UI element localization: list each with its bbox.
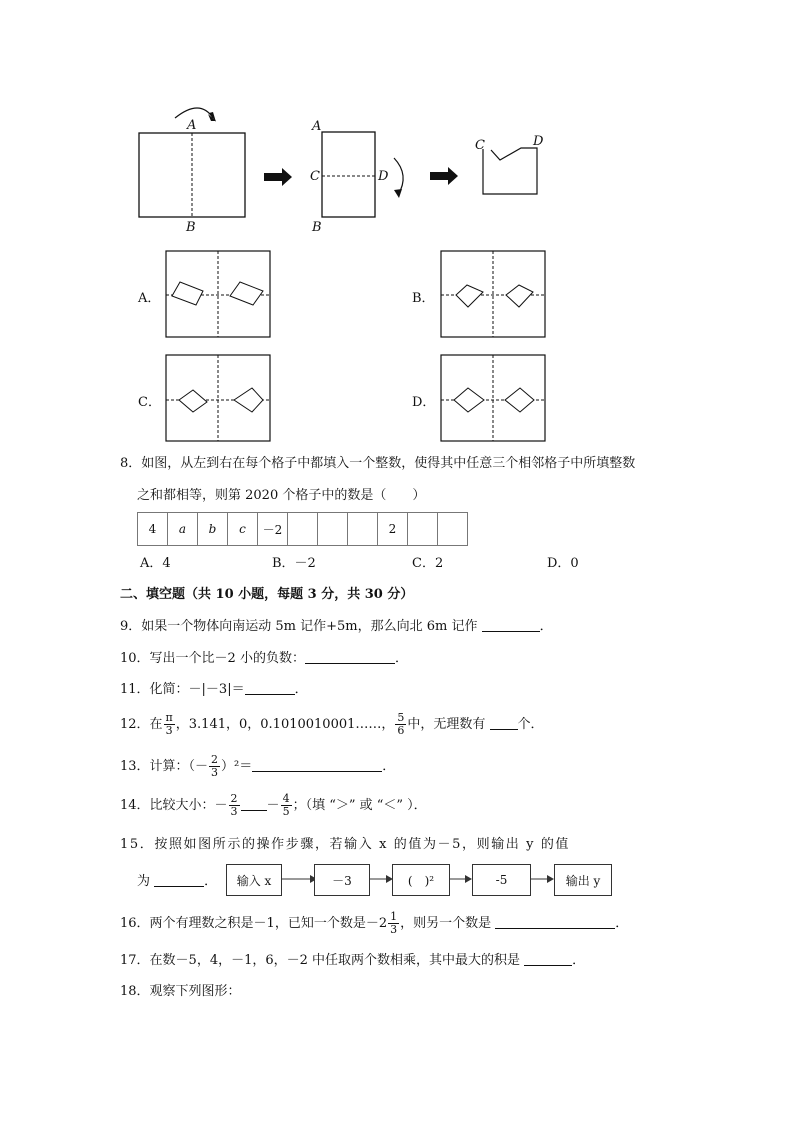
q10-text: 10．写出一个比－2 小的负数： (120, 651, 305, 666)
option-c-label[interactable]: C． (138, 395, 161, 410)
q17-answer-blank[interactable] (524, 951, 572, 966)
q9-text: 9．如果一个物体向南运动 5m 记作+5m，那么向北 6m 记作 (120, 619, 478, 634)
q10 (120, 649, 408, 668)
label-c-3: C (475, 138, 485, 153)
q9-answer-blank[interactable] (482, 617, 540, 632)
q16-pre: 16．两个有理数之积是－1，已知一个数是－2 (120, 916, 388, 931)
q12-pre: 12．在 (120, 717, 163, 732)
fold-figure (0, 0, 794, 240)
grid-cell: 4 (138, 513, 168, 546)
label-b-1: B (186, 220, 196, 235)
q13-pre: 13．计算：（－ (120, 759, 209, 774)
option-c-figure (166, 355, 270, 441)
q8-grid (137, 512, 468, 546)
q11 (120, 680, 308, 699)
q12-frac-pi (164, 712, 175, 737)
grid-cell (318, 513, 348, 546)
grid-cell: 2 (378, 513, 408, 546)
grid-cell: a (168, 513, 198, 546)
option-a-figure (166, 251, 270, 337)
q16-frac (388, 911, 399, 936)
q14-pre: 14．比较大小：－ (120, 798, 228, 813)
q15-line2-pre: 为 (137, 874, 151, 889)
q17-end: ． (572, 953, 586, 968)
q13-den: 3 (211, 766, 219, 779)
q10-end: ． (394, 651, 408, 666)
q10-answer-blank[interactable] (305, 649, 395, 664)
option-d-label[interactable]: D． (412, 395, 436, 410)
q15-line1: 15．按照如图所示的操作步骤，若输入 x 的值为－5，则输出 y 的值 (120, 837, 571, 852)
q17 (120, 951, 585, 970)
q16-end: ． (615, 916, 629, 931)
q14-d2: 5 (282, 805, 290, 818)
grid-cell: －2 (258, 513, 288, 546)
q16-num: 1 (390, 910, 398, 923)
q11-answer-blank[interactable] (245, 680, 295, 695)
q14 (120, 791, 427, 821)
q16-den: 3 (390, 923, 398, 936)
q12-pi-den: 3 (165, 724, 173, 737)
q12-mid: ，3.141，0，0.1010010001……， (175, 717, 395, 732)
q14-frac2 (281, 793, 292, 818)
q14-post: ；（填 “＞” 或 “＜” ）． (292, 798, 427, 813)
q12-post: 中，无理数有 (407, 717, 486, 732)
q14-mid: － (266, 798, 280, 813)
q8-choice-a[interactable]: A．4 (140, 556, 171, 571)
q13-post: ）²＝ (221, 759, 253, 774)
option-b-label[interactable]: B． (412, 291, 435, 306)
q13-answer-blank[interactable] (252, 757, 382, 772)
q13-num: 2 (211, 753, 219, 766)
q12 (120, 710, 544, 740)
q11-end: ． (294, 682, 308, 697)
q14-n2: 4 (282, 792, 290, 805)
q18-text: 18．观察下列图形： (120, 984, 241, 999)
q8-choice-d[interactable]: D．0 (547, 556, 579, 571)
q8-choice-b[interactable]: B．－2 (272, 556, 316, 571)
q13-frac (209, 754, 220, 779)
label-d-3: D (533, 134, 544, 149)
option-d-figure (441, 355, 545, 441)
option-b-figure (441, 251, 545, 337)
q14-answer-blank[interactable] (241, 796, 267, 811)
q15-line2-end: ． (204, 874, 218, 889)
flow-minus5-box: -5 (472, 864, 531, 896)
grid-cell (408, 513, 438, 546)
q17-text: 17．在数－5，4，－1，6，－2 中任取两个数相乘，其中最大的积是 (120, 953, 521, 968)
grid-cell: c (228, 513, 258, 546)
grid-cell (288, 513, 318, 546)
section2-heading: 二、填空题（共 10 小题，每题 3 分，共 30 分） (120, 587, 414, 602)
q16-answer-blank[interactable] (495, 914, 615, 929)
flow-input-box: 输入 x (226, 864, 282, 896)
q16 (120, 909, 628, 939)
grid-cell (438, 513, 468, 546)
q8-choice-c[interactable]: C．2 (412, 556, 444, 571)
option-figures (0, 240, 794, 450)
q16-post: ，则另一个数是 (400, 916, 492, 931)
flow-square-box: ( )² (392, 864, 450, 896)
q9 (120, 617, 553, 636)
q12-f-den: 6 (397, 724, 405, 737)
q12-f-num: 5 (397, 711, 405, 724)
label-a-1: A (187, 118, 197, 133)
q13 (120, 752, 395, 782)
q9-end: ． (539, 619, 553, 634)
label-c-2: C (310, 169, 320, 184)
flow-output-box: 输出 y (554, 864, 612, 896)
label-a-2: A (312, 119, 322, 134)
q8-line2: 之和都相等，则第 2020 个格子中的数是（ ） (137, 488, 426, 503)
option-a-label[interactable]: A． (138, 291, 161, 306)
q12-answer-blank[interactable] (490, 715, 518, 730)
q8-line1: 8．如图，从左到右在每个格子中都填入一个整数，使得其中任意三个相邻格子中所填整数 (120, 456, 636, 471)
q11-text: 11．化简：－|－3|＝ (120, 682, 245, 697)
grid-cell (348, 513, 378, 546)
q12-frac-56 (395, 712, 406, 737)
q14-frac1 (229, 793, 240, 818)
grid-cell: b (198, 513, 228, 546)
flow-minus3-box: －3 (314, 864, 370, 896)
q12-end: 个． (517, 717, 544, 732)
q14-d1: 3 (230, 805, 238, 818)
label-b-2: B (312, 220, 322, 235)
q14-n1: 2 (230, 792, 238, 805)
label-d-2: D (378, 169, 389, 184)
q12-pi-num: π (165, 711, 173, 724)
q13-end: ． (382, 759, 396, 774)
